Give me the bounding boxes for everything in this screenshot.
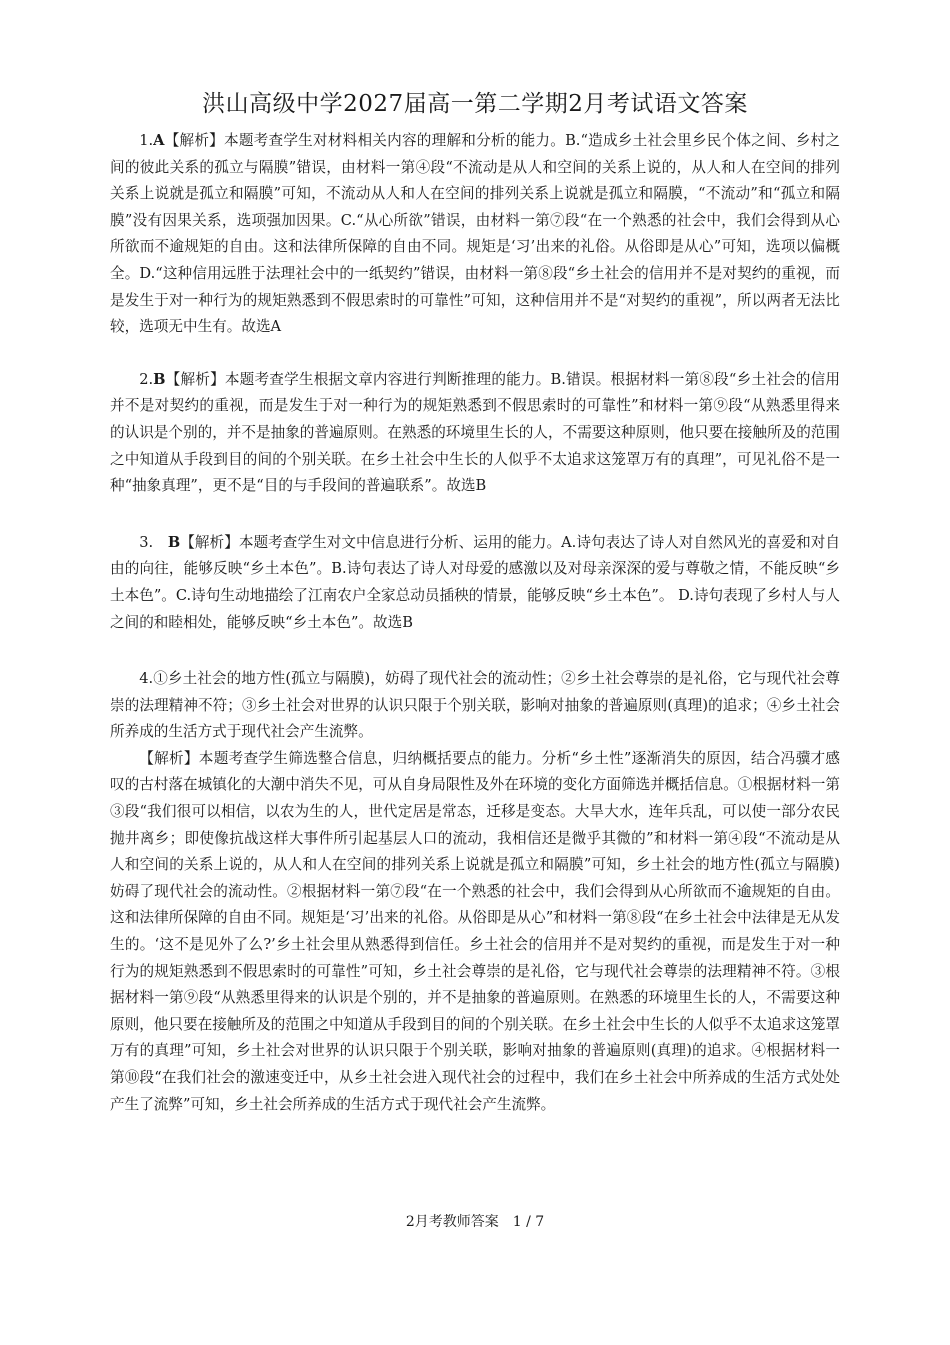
question-1-paragraph (110, 128, 840, 341)
question-2 (110, 367, 840, 500)
spacer (110, 636, 840, 666)
question-1-number: 1. (139, 132, 154, 149)
question-2-answer: B (153, 370, 166, 388)
question-3-paragraph (110, 530, 840, 636)
question-3-text: 【解析】本题考查学生对文中信息进行分析、运用的能力。A.诗句表达了诗人对自然风光的喜爱和对自由的向往，能够反映“乡土本色”。B.诗句表达了诗人对母爱的感激以及对母亲深深的爱与尊敬之情，不能反映“乡土本色”。C.诗句生动地描绘了江南农户全家总动员插秧的情景，能够反映“乡土本色”。 D.诗句表现了乡村人与人之间的和睦相处，能够反映“乡土本色”。故选B (110, 533, 840, 631)
page-title: 洪山高级中学2027届高一第二学期2月考试语文答案 (202, 91, 748, 117)
question-4-number: 4. (139, 670, 154, 688)
question-3-answer: B (167, 533, 181, 551)
question-3-number: 3. (139, 533, 154, 551)
spacer (110, 341, 840, 367)
question-4-answer: ①乡土社会的地方性(孤立与隔膜)，妨碍了现代社会的流动性；②乡土社会尊崇的是礼俗，它与现代社会尊崇的法理精神不符；③乡土社会对世界的认识只限于个别关联，影响对抽象的普遍原则(真理)的追求；④乡土社会所养成的生活方式于现代社会产生流弊。 (110, 670, 840, 741)
question-1 (110, 128, 840, 341)
question-4-answer-paragraph (110, 666, 840, 746)
page-footer: 2月考教师答案 1 / 7 (405, 1214, 545, 1230)
question-4 (110, 666, 840, 1118)
question-3 (110, 530, 840, 636)
question-4-analysis: 【解析】本题考查学生筛选整合信息，归纳概括要点的能力。分析“乡土性”逐渐消失的原因，结合冯骥才感叹的古村落在城镇化的大潮中消失不见，可从自身局限性及外在环境的变化方面筛选并概括信息。①根据材料一第③段“我们很可以相信，以农为生的人，世代定居是常态，迁移是变态。大旱大水，连年兵乱，可以使一部分农民抛井离乡；即使像抗战这样大事件所引起基层人口的流动，我相信还是微乎其微的”和材料一第④段“不流动是从人和空间的关系上说的，从人和人在空间的排列关系上说就是孤立和隔膜”可知，乡土社会的地方性(孤立与隔膜)妨碍了现代社会的流动性。②根据材料一第⑦段“在一个熟悉的社会中，我们会得到从心所欲而不逾规矩的自由。这和法律所保障的自由不同。规矩是‘习’出来的礼俗。从俗即是从心”和材料一第⑧段“在乡土社会中法律是无从发生的。‘这不是见外了么?’乡土社会里从熟悉得到信任。乡土社会的信用并不是对契约的重视，而是发生于对一种行为的规矩熟悉到不假思索时的可靠性”可知，乡土社会尊崇的是礼俗，它与现代社会尊崇的法理精神不符。③根据材料一第⑨段“从熟悉里得来的认识是个别的，并不是抽象的普遍原则。在熟悉的环境里生长的人，不需要这种原则，他只要在接触所及的范围之中知道从手段到目的间的个别关联。在乡土社会中生长的人似乎不太追求这笼罩万有的真理”可知，乡土社会对世界的认识只限于个别关联，影响对抽象的普遍原则(真理)的追求。④根据材料一第⑩段“在我们社会的激速变迁中，从乡土社会进入现代社会的过程中，我们在乡土社会中所养成的生活方式处处产生了流弊”可知，乡土社会所养成的生活方式于现代社会产生流弊。 (110, 749, 840, 1113)
question-1-text: 【解析】本题考查学生对材料相关内容的理解和分析的能力。B.“造成乡土社会里乡民个体之间、乡村之间的彼此关系的孤立与隔膜”错误，由材料一第④段“不流动是从人和空间的关系上说的，从人和人在空间的排列关系上说就是孤立和隔膜”可知，不流动从人和人在空间的排列关系上说就是孤立和隔膜，“不流动”和“孤立和隔膜”没有因果关系，选项强加因果。C.“从心所欲”错误，由材料一第⑦段“在一个熟悉的社会中，我们会得到从心所欲而不逾规矩的自由。这和法律所保障的自由不同。规矩是‘习’出来的礼俗。从俗即是从心”可知，选项以偏概全。D.“这种信用远胜于法理社会中的一纸契约”错误，由材料一第⑧段“乡土社会的信用并不是对契约的重视，而是发生于对一种行为的规矩熟悉到不假思索时的可靠性”可知，这种信用并不是“对契约的重视”，所以两者无法比较，选项无中生有。故选A (110, 132, 840, 336)
question-2-paragraph (110, 367, 840, 500)
question-2-text: 【解析】本题考查学生根据文章内容进行判断推理的能力。B.错误。根据材料一第⑧段“乡土社会的信用并不是对契约的重视，而是发生于对一种行为的规矩熟悉到不假思索时的可靠性”和材料一第⑨段“从熟悉里得来的认识是个别的，并不是抽象的普遍原则。在熟悉的环境里生长的人，不需要这种原则，他只要在接触所及的范围之中知道从手段到目的间的个别关联。在乡土社会中生长的人似乎不太追求这笼罩万有的真理”，可见礼俗不是一种“抽象真理”，更不是“目的与手段间的普遍联系”。故选B (110, 370, 841, 495)
spacer (110, 500, 840, 530)
question-1-answer: A (153, 132, 165, 149)
question-2-number: 2. (139, 370, 154, 388)
